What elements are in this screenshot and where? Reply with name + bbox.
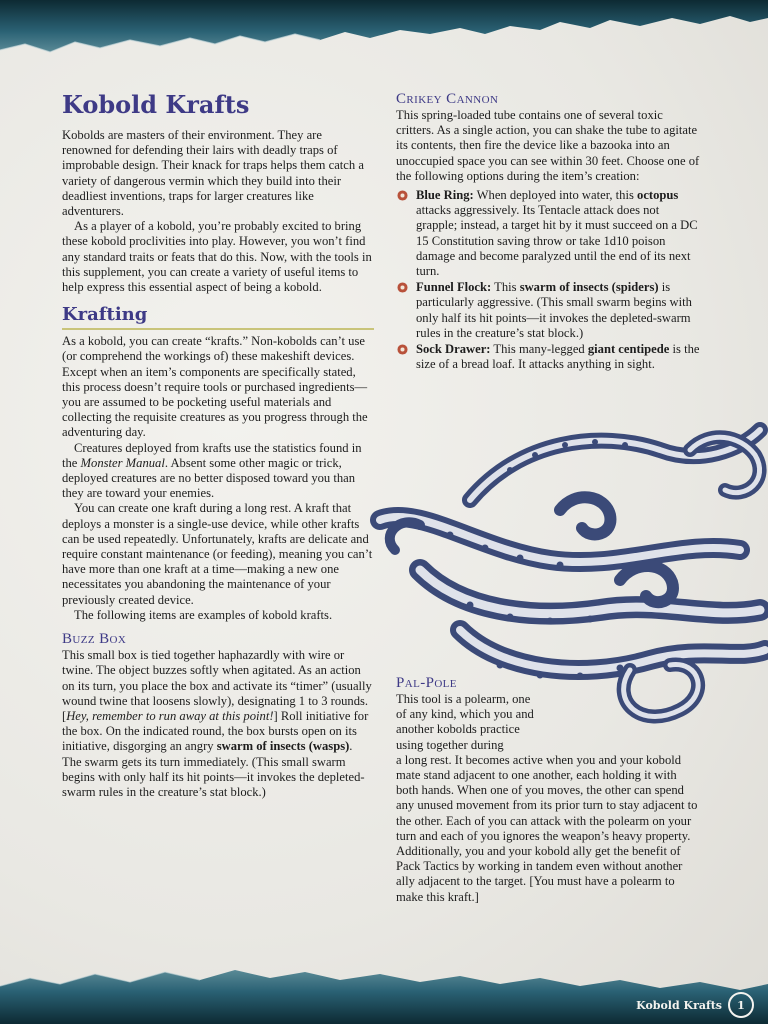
pal-pole-line: This tool is a polearm, one (396, 692, 531, 706)
page-number-badge: 1 (728, 992, 754, 1018)
sun-bullet-icon (397, 282, 408, 293)
pal-pole-section (396, 674, 702, 905)
option-creature: giant centipede (587, 342, 670, 357)
buzz-box-heading: Buzz Box (62, 631, 127, 648)
list-item (396, 280, 702, 341)
option-text: is particularly aggressive. (This small swarm begins with only half its hit points—it invokes the depleted-swarm rules in the creature’s stat block.) (416, 280, 692, 340)
buzz-box-aside: Hey, remember to run away at this point! (66, 708, 274, 723)
option-text: is the size of a bread loaf. It attacks anything in sight. (416, 342, 700, 372)
krafting-p2-start: Creatures deployed from krafts use the statistics found in the (62, 440, 362, 470)
pal-pole-text: a long rest. It becomes active when you and your kobold mate stand adjacent to one another, each holding it with both hands. When one of you moves, the other can spend any unused movement from its prior turn to stay adjacent to the other. Each of you can attack with the polearm on your turn and each of you ignores the weapon’s heavy property. Additionally, you and your kobold ally get the benefit of Pack Tactics by working in tandem even without another ally adjacent to the target. [You must have a polearm to make this kraft.] (396, 752, 698, 904)
krafting-heading: Krafting (62, 303, 374, 330)
krafting-paragraph-2 (62, 441, 374, 502)
top-ink-band (0, 0, 768, 60)
buzz-box-t2: ] Roll initiative for the box. On the indicated round, the box bursts open on its initiative, disgorging an angry (62, 708, 369, 754)
krafting-paragraph-4: The following items are examples of kobold krafts. (74, 607, 333, 622)
list-item (396, 188, 702, 279)
option-creature: swarm of insects (spiders) (519, 280, 659, 295)
option-text: This (491, 280, 520, 295)
intro-paragraph-2: As a player of a kobold, you’re probably excited to bring these kobold proclivities into play. However, you won’t find any standard traits or feats that do this. Now, with the tools in this supplement, you can create a variety of useful items to help express this essential aspect of being a kobold. (62, 219, 372, 295)
left-column (62, 90, 374, 800)
crikey-cannon-heading: Crikey Cannon (396, 91, 499, 107)
option-creature: octopus (637, 188, 679, 203)
sun-bullet-icon (397, 344, 408, 355)
top-band-graphic (0, 0, 768, 60)
page-title: Kobold Krafts (62, 90, 250, 119)
intro-paragraph-1: Kobolds are masters of their environment. They are renowned for defending their lairs with deadly traps of improbable design. Their knack for traps helps them catch a variety of dangerous vermin which they build into their deadliest inventions, traps for larger creatures like adventurers. (62, 128, 364, 219)
option-text: When deployed into water, this (473, 188, 638, 203)
option-label: Blue Ring: (416, 188, 474, 203)
pal-pole-line: of any kind, which you and (396, 707, 534, 722)
option-text: attacks aggressively. Its Tentacle attack does not grapple; instead, a target hit by it must succeed on a DC 15 Constitution saving throw or take 1d10 poison damage and become paralyzed until the end of its next turn. (416, 203, 698, 279)
buzz-box-t1: This small box is tied together haphazardly with wire or twine. The object buzzes softly when agitated. As an action on its turn, you place the box and activate its “timer” (usually wound twine that loosens slowly), designating 1 to 3 rounds. [ (62, 648, 372, 723)
page-footer (636, 992, 754, 1018)
pal-pole-line: another kobolds practice (396, 722, 520, 737)
buzz-box-text (62, 648, 374, 800)
pal-pole-line: using together during (396, 737, 504, 752)
sun-bullet-icon (397, 190, 408, 201)
crikey-cannon-text: This spring-loaded tube contains one of several toxic critters. As a single action, you can shake the tube to agitate its contents, then fire the device like a bazooka into an unoccupied space you can see within 30 feet. Choose one of the following options during the item’s creation: (396, 108, 700, 183)
buzz-box-t3: . The swarm gets its turn immediately. (This small swarm begins with only half its hit points—it invokes the depleted-swarm rules in the creature’s stat block.) (62, 739, 365, 799)
option-text: This many-legged (490, 342, 588, 357)
monster-manual-ref: Monster Manual (80, 455, 165, 470)
pal-pole-narrow-lines (396, 692, 584, 753)
krafting-paragraph-1: As a kobold, you can create “krafts.” Non-kobolds can’t use (or comprehend the workings of) these makeshift devices. Except when an item’s components are specifically stated, this process doesn’t require tools or purchased ingredients—you are assumed to be pocketing useful materials and collecting the requisite creatures as you progress through the adventuring day. (62, 334, 368, 440)
krafting-paragraph-3: You can create one kraft during a long rest. A kraft that deploys a monster is a single-use device, while other krafts can be used repeatedly. Unfortunately, krafts are delicate and require constant maintenance (or feeding), meaning you can’t have more than one kraft at a time—making a new one necessitates you abandoning the maintenance of your previously created device. (62, 501, 373, 607)
krafting-p2-end: . Absent some other magic or trick, deployed creatures are no better disposed toward you than they are toward your enemies. (62, 455, 356, 501)
option-label: Funnel Flock: (416, 280, 492, 295)
pal-pole-heading: Pal-Pole (396, 675, 457, 691)
buzz-box-creature: swarm of insects (wasps) (216, 739, 350, 754)
right-column (396, 90, 702, 373)
option-label: Sock Drawer: (416, 342, 491, 357)
footer-label: Kobold Krafts (636, 998, 722, 1012)
list-item (396, 342, 702, 372)
crikey-options-list (396, 188, 702, 372)
